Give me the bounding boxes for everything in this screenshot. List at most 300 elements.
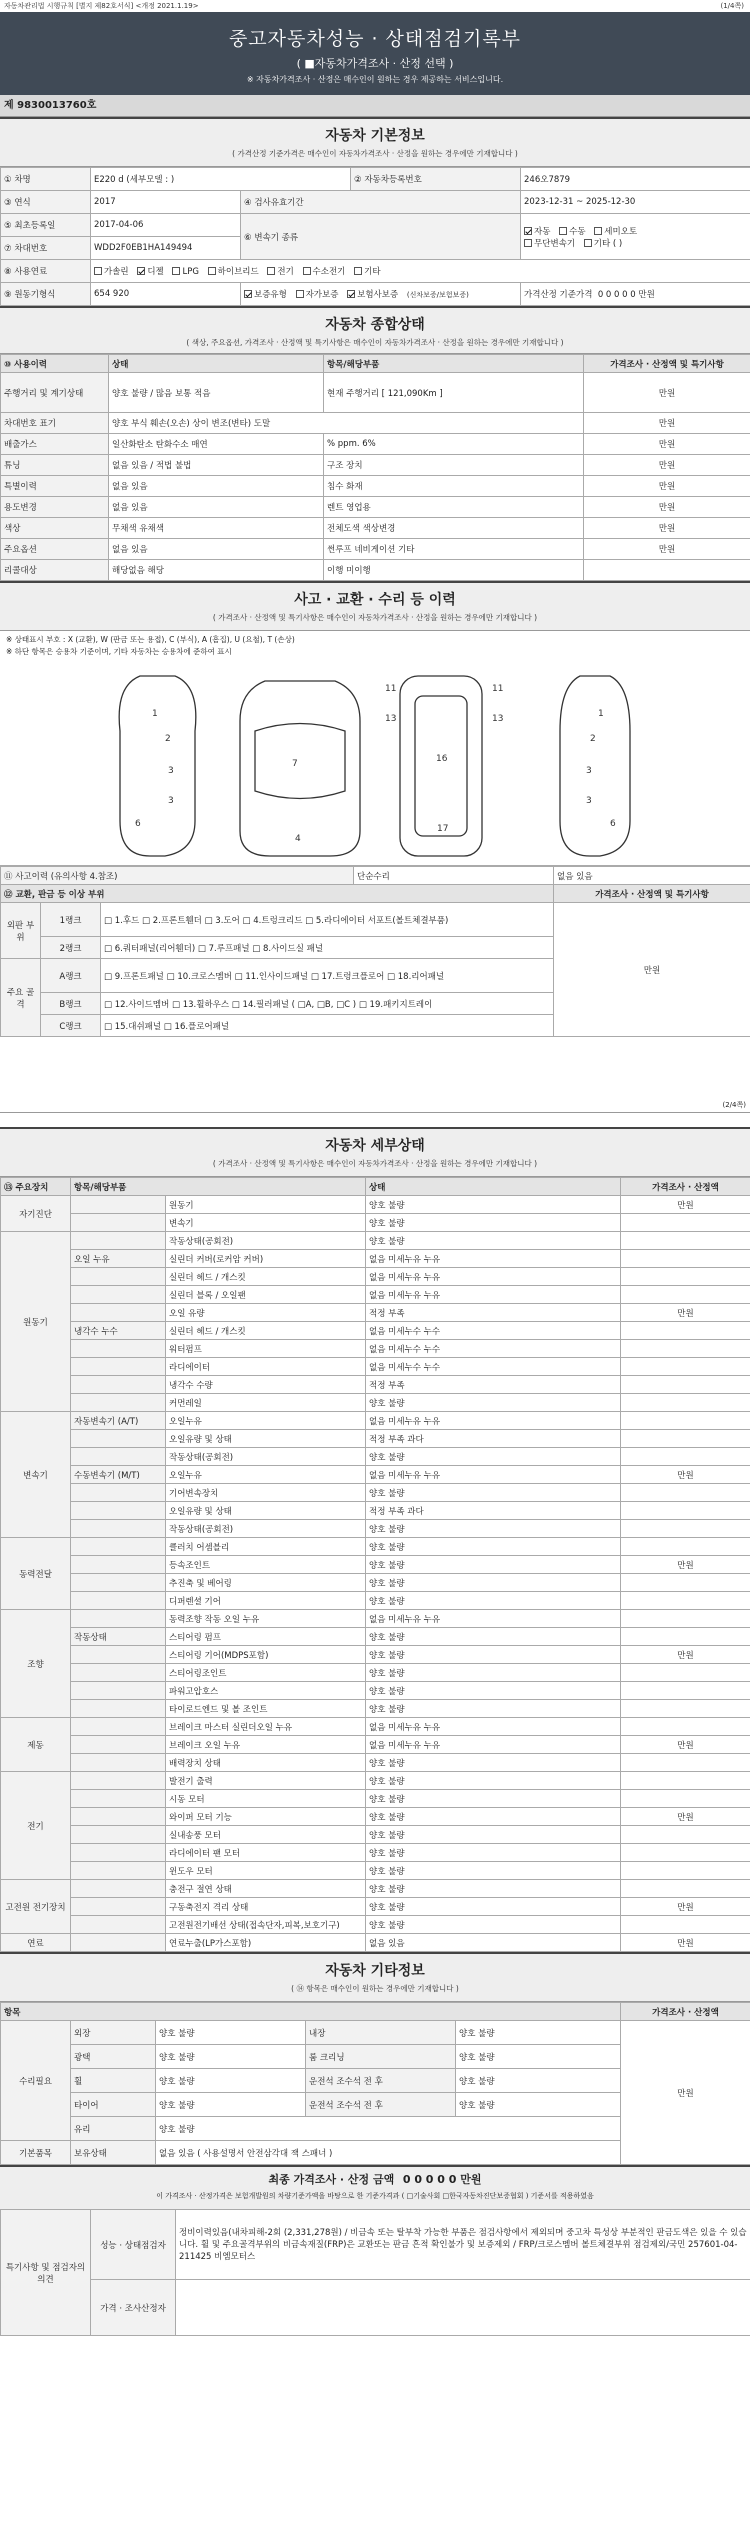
detail-item: 와이퍼 모터 기능 <box>166 1808 366 1826</box>
row-price <box>584 560 750 581</box>
simple-repair-status: 없음 있음 <box>554 867 750 885</box>
detail-price <box>621 1286 750 1304</box>
detail-row <box>1 1196 750 1214</box>
detail-price <box>621 1574 750 1592</box>
svg-text:3: 3 <box>168 766 174 776</box>
sub-group <box>71 1772 166 1790</box>
car-top-body <box>240 681 360 856</box>
fuel-options: 가솔린 디젤 LPG 하이브리드 전기 수소전기 기타 <box>91 260 750 283</box>
checkbox-other[interactable] <box>584 239 592 247</box>
detail-price <box>621 1340 750 1358</box>
item-status: 양호 불량 <box>456 2093 621 2117</box>
final-price-box <box>0 2165 750 2209</box>
svg-text:11: 11 <box>385 684 397 694</box>
detail-price <box>621 1268 750 1286</box>
final-price-value: 0 0 0 0 0 만원 <box>402 2173 482 2186</box>
row-status: 없음 있음 <box>109 497 324 518</box>
appraiser-notes <box>176 2280 750 2336</box>
checkbox-fuel[interactable] <box>172 267 180 275</box>
detail-row <box>1 1736 750 1754</box>
label-year: ③ 연식 <box>1 191 91 214</box>
item-status: 양호 불량 <box>456 2069 621 2093</box>
detail-status: 양호 불량 <box>366 1664 621 1682</box>
detail-status: 양호 불량 <box>366 1556 621 1574</box>
detail-row <box>1 1880 750 1898</box>
row-status: 없음 있음 / 적법 불법 <box>109 455 324 476</box>
svg-text:6: 6 <box>135 819 141 829</box>
detail-row <box>1 1808 750 1826</box>
sub-group: 오일 누유 <box>71 1250 166 1268</box>
detail-status: 양호 불량 <box>366 1520 621 1538</box>
detail-status: 양호 불량 <box>366 1916 621 1934</box>
item-status: 양호 불량 <box>156 2021 306 2045</box>
final-price-note: 이 가격조사 · 산정가격은 보험개발원의 차량기준가액을 바탕으로 한 기준가격과 ( □기술사회 □한국자동차진단보증협회 ) 기준서를 적용하였음 <box>156 2192 594 2200</box>
detail-status: 양호 불량 <box>366 1700 621 1718</box>
row-price: 만원 <box>584 497 750 518</box>
detail-price: 만원 <box>621 1196 750 1214</box>
car-top-roof <box>255 724 345 799</box>
car-frame-inner <box>415 696 467 836</box>
header-cell: 가격조사 · 산정액 <box>621 1178 750 1196</box>
detail-row <box>1 1718 750 1736</box>
detail-price <box>621 1700 750 1718</box>
accident-table <box>0 866 750 1037</box>
transmission-options: 자동 수동 세미오토 무단변속기 기타 ( ) <box>521 214 750 260</box>
detail-item: 시동 모터 <box>166 1790 366 1808</box>
svg-text:2: 2 <box>165 734 171 744</box>
checkbox-warranty[interactable] <box>244 290 252 298</box>
section-title: 자동차 기타정보 <box>325 1963 425 1979</box>
document-number: 제 9830013760호 <box>0 95 750 117</box>
row-item: 전체도색 색상변경 <box>324 518 584 539</box>
detail-item: 윈도우 모터 <box>166 1862 366 1880</box>
value-year: 2017 <box>91 191 241 214</box>
detail-price: 만원 <box>621 1808 750 1826</box>
detail-price: 만원 <box>621 1736 750 1754</box>
detail-row <box>1 1394 750 1412</box>
item-label: 룸 크리닝 <box>306 2045 456 2069</box>
checkbox-warranty[interactable] <box>296 290 304 298</box>
header-cell: 가격조사 · 산정액 <box>621 2003 750 2021</box>
detail-status: 없음 미세누유 누유 <box>366 1610 621 1628</box>
detail-price: 만원 <box>621 1646 750 1664</box>
row-status: 양호 불량 / 많음 보통 적음 <box>109 373 324 413</box>
detail-row <box>1 1466 750 1484</box>
detail-item: 연료누출(LP가스포함) <box>166 1934 366 1952</box>
sub-group <box>71 1196 166 1214</box>
svg-text:16: 16 <box>436 754 448 764</box>
row-price: 만원 <box>584 539 750 560</box>
detail-price <box>621 1772 750 1790</box>
detail-status: 양호 불량 <box>366 1196 621 1214</box>
sub-group <box>71 1394 166 1412</box>
row-label: 튜닝 <box>1 455 109 476</box>
header-cell: ⑩ 사용이력 <box>1 355 109 373</box>
svg-text:3: 3 <box>586 766 592 776</box>
item-status: 없음 있음 ( 사용설명서 안전삼각대 잭 스패너 ) <box>156 2141 621 2165</box>
row-status: 양호 부식 훼손(오손) 상이 변조(변타) 도말 <box>109 413 584 434</box>
detail-status: 양호 불량 <box>366 1232 621 1250</box>
detail-price <box>621 1358 750 1376</box>
svg-text:2: 2 <box>590 734 596 744</box>
form-note: ※ 자동차가격조사 · 산정은 매수인이 원하는 경우 제공하는 서비스입니다. <box>246 75 504 84</box>
sub-group <box>71 1430 166 1448</box>
detail-price <box>621 1448 750 1466</box>
detail-row <box>1 1340 750 1358</box>
detail-status: 없음 미세누수 누수 <box>366 1322 621 1340</box>
sub-group <box>71 1682 166 1700</box>
other-table <box>0 2002 750 2165</box>
label-plate: ② 자동차등록번호 <box>351 168 521 191</box>
car-outline-diagrams <box>0 661 750 866</box>
checkbox-fuel[interactable] <box>94 267 102 275</box>
sub-group <box>71 1808 166 1826</box>
detail-price <box>621 1484 750 1502</box>
detail-status: 양호 불량 <box>366 1574 621 1592</box>
row-label: 용도변경 <box>1 497 109 518</box>
detail-row <box>1 1844 750 1862</box>
detail-price <box>621 1430 750 1448</box>
item-label: 내장 <box>306 2021 456 2045</box>
checkbox-warranty[interactable] <box>347 290 355 298</box>
sub-group: 작동상태 <box>71 1628 166 1646</box>
checkbox-fuel[interactable] <box>208 267 216 275</box>
detail-row <box>1 1916 750 1934</box>
simple-repair-label: 단순수리 <box>354 867 554 885</box>
section-title: 자동차 종합상태 <box>325 317 425 333</box>
legend <box>0 631 750 661</box>
label-engine: ⑨ 원동기형식 <box>1 283 91 306</box>
detail-row <box>1 1700 750 1718</box>
special-notes-table <box>0 2209 750 2336</box>
device-group: 자기진단 <box>1 1196 71 1232</box>
detail-item: 충전구 절연 상태 <box>166 1880 366 1898</box>
detail-price <box>621 1394 750 1412</box>
sub-group <box>71 1268 166 1286</box>
checkbox-manual[interactable] <box>559 227 567 235</box>
detail-row <box>1 1232 750 1250</box>
detail-status: 양호 불량 <box>366 1592 621 1610</box>
svg-text:1: 1 <box>152 709 158 719</box>
header-cell: 상태 <box>109 355 324 373</box>
car-side-left <box>119 676 196 856</box>
rank-items: □ 1.후드 □ 2.프론트휀더 □ 3.도어 □ 4.트렁크리드 □ 5.라디에이터 서포트(볼트체결부품) <box>101 903 554 937</box>
detail-price <box>621 1322 750 1340</box>
section-subtitle: ( 가격산정 기준가격은 매수인이 자동차가격조사 · 산정을 원하는 경우에만 기재합니다 ) <box>232 149 518 158</box>
detail-row <box>1 1664 750 1682</box>
detail-status: 없음 미세누수 누수 <box>366 1358 621 1376</box>
label-inspection: ④ 검사유효기간 <box>241 191 521 214</box>
detail-price <box>621 1682 750 1700</box>
detail-status: 없음 미세누유 누유 <box>366 1250 621 1268</box>
header-cell: ⑫ 교환, 판금 등 이상 부위 <box>1 885 554 903</box>
detail-status: 없음 미세누유 누유 <box>366 1286 621 1304</box>
item-label: 유리 <box>71 2117 156 2141</box>
detail-item: 스티어링 기어(MDPS포함) <box>166 1646 366 1664</box>
row-item: 구조 장치 <box>324 455 584 476</box>
checkbox-semiauto[interactable] <box>594 227 602 235</box>
section-accident <box>0 581 750 631</box>
row-item: 이행 미이행 <box>324 560 584 581</box>
detail-price <box>621 1250 750 1268</box>
row-item: 렌트 영업용 <box>324 497 584 518</box>
inspector-label: 성능 · 상태점검자 <box>91 2210 176 2280</box>
detail-item: 원동기 <box>166 1196 366 1214</box>
device-group: 변속기 <box>1 1412 71 1538</box>
detail-item: 커먼레일 <box>166 1394 366 1412</box>
sub-group <box>71 1538 166 1556</box>
row-price: 만원 <box>584 455 750 476</box>
row-item: % ppm. 6% <box>324 434 584 455</box>
sub-group <box>71 1286 166 1304</box>
section-subtitle: ( ⑭ 항목은 매수인이 원하는 경우에만 기재합니다 ) <box>291 1984 459 1993</box>
header-cell: 항목/해당부품 <box>71 1178 366 1196</box>
detail-status: 양호 불량 <box>366 1394 621 1412</box>
section-basic-info <box>0 117 750 167</box>
detail-row <box>1 1628 750 1646</box>
detail-item: 실린더 헤드 / 개스킷 <box>166 1322 366 1340</box>
detail-price <box>621 1664 750 1682</box>
page-separator <box>0 1112 750 1127</box>
label-first-reg: ⑤ 최초등록일 <box>1 214 91 237</box>
value-first-reg: 2017-04-06 <box>91 214 241 237</box>
detail-status: 없음 있음 <box>366 1934 621 1952</box>
row-status: 해당없음 해당 <box>109 560 324 581</box>
detail-item: 브레이크 오일 누유 <box>166 1736 366 1754</box>
device-group: 연료 <box>1 1934 71 1952</box>
sub-group: 수동변속기 (M/T) <box>71 1466 166 1484</box>
detail-row <box>1 1898 750 1916</box>
group-label: 외판 부위 <box>1 903 41 959</box>
detail-row <box>1 1934 750 1952</box>
sub-group <box>71 1304 166 1322</box>
item-status: 양호 불량 <box>456 2021 621 2045</box>
section-detail <box>0 1127 750 1177</box>
row-price: 만원 <box>584 476 750 497</box>
detail-row <box>1 1304 750 1322</box>
detail-item: 라디에이터 <box>166 1358 366 1376</box>
detail-status: 없음 미세누유 누유 <box>366 1412 621 1430</box>
form-header <box>0 12 750 95</box>
detail-price <box>621 1412 750 1430</box>
detail-item: 오일유량 및 상태 <box>166 1502 366 1520</box>
special-notes-label: 특기사항 및 점검자의 의견 <box>1 2210 91 2336</box>
sub-group <box>71 1880 166 1898</box>
warranty-options: 보증유형 자가보증 보험사보증 (신차보증/보험보증) <box>241 283 521 306</box>
item-label: 타이어 <box>71 2093 156 2117</box>
detail-price: 만원 <box>621 1304 750 1322</box>
detail-item: 스티어링 펌프 <box>166 1628 366 1646</box>
detail-row <box>1 1574 750 1592</box>
item-label: 휠 <box>71 2069 156 2093</box>
detail-status: 양호 불량 <box>366 1484 621 1502</box>
detail-item: 파워고압호스 <box>166 1682 366 1700</box>
section-title: 사고 · 교환 · 수리 등 이력 <box>294 592 456 608</box>
rank-label: C랭크 <box>41 1015 101 1037</box>
sub-group <box>71 1646 166 1664</box>
detail-row <box>1 1322 750 1340</box>
detail-status: 적정 부족 과다 <box>366 1430 621 1448</box>
detail-status: 적정 부족 <box>366 1304 621 1322</box>
final-price-label: 최종 가격조사 · 산정 금액 <box>268 2173 395 2186</box>
group-label: 수리필요 <box>1 2021 71 2141</box>
svg-text:6: 6 <box>610 819 616 829</box>
detail-status: 양호 불량 <box>366 1538 621 1556</box>
detail-row <box>1 1646 750 1664</box>
section-title: 자동차 세부상태 <box>325 1138 425 1154</box>
sub-group <box>71 1340 166 1358</box>
sub-group <box>71 1574 166 1592</box>
sub-group <box>71 1934 166 1952</box>
section-overall <box>0 306 750 354</box>
item-label: 외장 <box>71 2021 156 2045</box>
item-label: 운전석 조수석 전 후 <box>306 2069 456 2093</box>
detail-item: 변속기 <box>166 1214 366 1232</box>
sub-group <box>71 1898 166 1916</box>
checkbox-fuel[interactable] <box>303 267 311 275</box>
checkbox-fuel[interactable] <box>354 267 362 275</box>
label-vin: ⑦ 차대번호 <box>1 237 91 260</box>
svg-text:3: 3 <box>586 796 592 806</box>
row-item: 현재 주행거리 [ 121,090Km ] <box>324 373 584 413</box>
detail-status: 양호 불량 <box>366 1898 621 1916</box>
detail-price <box>621 1862 750 1880</box>
device-group: 조향 <box>1 1610 71 1718</box>
detail-price <box>621 1880 750 1898</box>
detail-item: 실린더 블록 / 오일팬 <box>166 1286 366 1304</box>
label-model: ① 차명 <box>1 168 91 191</box>
detail-row <box>1 1484 750 1502</box>
sub-group <box>71 1754 166 1772</box>
sub-group <box>71 1502 166 1520</box>
section-other <box>0 1952 750 2002</box>
detail-item: 라디에이터 팬 모터 <box>166 1844 366 1862</box>
svg-text:1: 1 <box>598 709 604 719</box>
detail-item: 작동상태(공회전) <box>166 1520 366 1538</box>
detail-item: 고전원전기배선 상태(접속단자,피복,보호기구) <box>166 1916 366 1934</box>
sub-group <box>71 1736 166 1754</box>
item-label: 운전석 조수석 전 후 <box>306 2093 456 2117</box>
other-price: 만원 <box>621 2021 750 2165</box>
checkbox-fuel[interactable] <box>267 267 275 275</box>
rank-label: A랭크 <box>41 959 101 993</box>
svg-text:17: 17 <box>437 824 449 834</box>
detail-price: 만원 <box>621 1556 750 1574</box>
detail-row <box>1 1448 750 1466</box>
item-status: 양호 불량 <box>456 2045 621 2069</box>
detail-item: 동력조향 작동 오일 누유 <box>166 1610 366 1628</box>
detail-item: 타이로드엔드 및 볼 조인트 <box>166 1700 366 1718</box>
detail-table <box>0 1177 750 1952</box>
accident-history-label: ⑪ 사고이력 (유의사항 4.참조) <box>1 867 354 885</box>
detail-status: 없음 미세누유 누유 <box>366 1268 621 1286</box>
sub-group <box>71 1916 166 1934</box>
svg-text:11: 11 <box>492 684 504 694</box>
group-label: 주요 골격 <box>1 959 41 1037</box>
rank-items: □ 12.사이드멤버 □ 13.휠하우스 □ 14.필러패널 ( □A, □B, □C ) □ 19.패키지트레이 <box>101 993 554 1015</box>
value-vin: WDD2F0EB1HA149494 <box>91 237 241 260</box>
item-status: 양호 불량 <box>156 2045 306 2069</box>
detail-item: 작동상태(공회전) <box>166 1448 366 1466</box>
rank-items: □ 15.대쉬패널 □ 16.플로어패널 <box>101 1015 554 1037</box>
section-subtitle: ( 가격조사 · 산정액 및 특기사항은 매수인이 자동차가격조사 · 산정을 원하는 경우에만 기재합니다 ) <box>212 1159 538 1168</box>
page-footer: (2/4쪽) <box>722 1101 746 1109</box>
detail-row <box>1 1286 750 1304</box>
sub-group: 자동변속기 (A/T) <box>71 1412 166 1430</box>
value-engine: 654 920 <box>91 283 241 306</box>
row-status: 일산화탄소 탄화수소 매연 <box>109 434 324 455</box>
detail-row <box>1 1862 750 1880</box>
item-status: 양호 불량 <box>156 2069 306 2093</box>
detail-item: 오일누유 <box>166 1412 366 1430</box>
detail-row <box>1 1214 750 1232</box>
checkbox-cvt[interactable] <box>524 239 532 247</box>
svg-text:13: 13 <box>492 714 504 724</box>
value-inspection: 2023-12-31 ~ 2025-12-30 <box>521 191 750 214</box>
detail-row <box>1 1268 750 1286</box>
detail-row <box>1 1538 750 1556</box>
detail-price <box>621 1232 750 1250</box>
detail-row <box>1 1250 750 1268</box>
inspector-notes: 정비이력있음(내차피해-2회 (2,331,278원) / 비금속 또는 탈부착 가능한 부품은 점검사항에서 제외되며 중고차 특성상 부분적인 판금도색은 있을 수 있습니다. 휠 및 주요골격부위의 비금속재질(FRP)은 교환또는 판금 흔적 확인불가 및 보증제외 / FRP/크로스멤버 볼트체결부위 점검제외/국민 257601-04-211425 비엠모터스 <box>176 2210 750 2280</box>
detail-row <box>1 1682 750 1700</box>
detail-status: 양호 불량 <box>366 1880 621 1898</box>
group-label: 기본품목 <box>1 2141 71 2165</box>
detail-item: 실내송풍 모터 <box>166 1826 366 1844</box>
detail-price <box>621 1214 750 1232</box>
detail-price <box>621 1376 750 1394</box>
device-group: 고전원 전기장치 <box>1 1880 71 1934</box>
base-price: 가격산정 기준가격 0 0 0 0 0 만원 <box>521 283 750 306</box>
car-side-right <box>560 676 630 856</box>
detail-row <box>1 1358 750 1376</box>
svg-text:3: 3 <box>168 796 174 806</box>
sub-group <box>71 1358 166 1376</box>
detail-price: 만원 <box>621 1934 750 1952</box>
detail-row <box>1 1772 750 1790</box>
detail-item: 기어변속장치 <box>166 1484 366 1502</box>
detail-price <box>621 1826 750 1844</box>
sub-group <box>71 1484 166 1502</box>
detail-row <box>1 1502 750 1520</box>
checkbox-auto[interactable] <box>524 227 532 235</box>
row-status: 없음 있음 <box>109 539 324 560</box>
header-cell: 항목 <box>1 2003 621 2021</box>
section-title: 자동차 기본정보 <box>325 128 425 144</box>
header-cell: ⑬ 주요장치 <box>1 1178 71 1196</box>
detail-price <box>621 1916 750 1934</box>
sub-group <box>71 1232 166 1250</box>
row-label: 색상 <box>1 518 109 539</box>
svg-text:7: 7 <box>292 759 298 769</box>
detail-item: 오일누유 <box>166 1466 366 1484</box>
form-reference: 자동차관리법 시행규칙 [별지 제82호서식] <개정 2021.1.19> <box>4 2 199 10</box>
checkbox-fuel[interactable] <box>137 267 145 275</box>
detail-item: 등속조인트 <box>166 1556 366 1574</box>
form-subtitle: ( ■자동차가격조사 · 산정 선택 ) <box>296 57 454 70</box>
detail-row <box>1 1754 750 1772</box>
detail-row <box>1 1592 750 1610</box>
device-group: 동력전달 <box>1 1538 71 1610</box>
row-price: 만원 <box>584 373 750 413</box>
sub-group <box>71 1664 166 1682</box>
detail-price <box>621 1718 750 1736</box>
detail-status: 양호 불량 <box>366 1772 621 1790</box>
detail-item: 워터펌프 <box>166 1340 366 1358</box>
detail-row <box>1 1790 750 1808</box>
rank-label: 2랭크 <box>41 937 101 959</box>
detail-item: 오일 유량 <box>166 1304 366 1322</box>
